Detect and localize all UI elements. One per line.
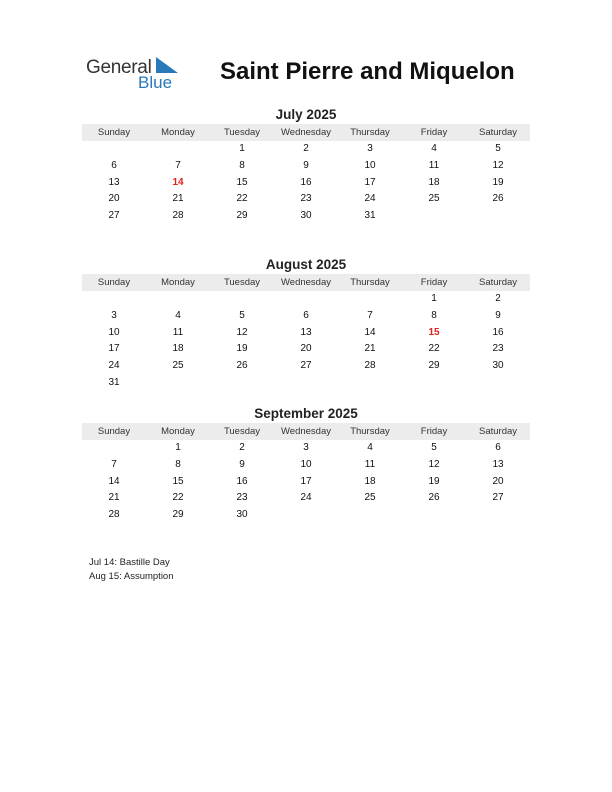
week-row bbox=[82, 358, 530, 375]
month-july bbox=[82, 106, 530, 225]
weekday-header bbox=[82, 274, 530, 291]
day-cell: 7 bbox=[175, 159, 181, 171]
month-title: August 2025 bbox=[265, 257, 347, 272]
day-cell: 23 bbox=[236, 492, 248, 504]
day-cell: 7 bbox=[111, 458, 117, 470]
day-cell: 6 bbox=[495, 442, 501, 453]
day-cell: 9 bbox=[303, 159, 309, 171]
day-cell: 12 bbox=[428, 458, 440, 470]
day-cell: 3 bbox=[303, 442, 309, 453]
empty-day-cell bbox=[82, 291, 146, 308]
day-cell: 25 bbox=[172, 360, 184, 372]
empty-day-cell bbox=[82, 141, 146, 158]
day-cell: 2 bbox=[239, 442, 245, 453]
empty-day-cell bbox=[338, 507, 402, 524]
day-cell: 6 bbox=[303, 309, 309, 321]
empty-day-cell bbox=[82, 440, 146, 457]
day-cell: 31 bbox=[108, 376, 120, 388]
empty-day-cell bbox=[402, 208, 466, 225]
day-cell: 14 bbox=[108, 475, 120, 487]
weekday-label: Sunday bbox=[97, 426, 131, 437]
empty-day-cell bbox=[274, 375, 338, 392]
day-cell: 29 bbox=[236, 210, 248, 222]
day-cell: 16 bbox=[492, 326, 504, 338]
day-cell: 16 bbox=[236, 475, 248, 487]
weekday-label: Tuesday bbox=[223, 426, 261, 437]
page-title: Saint Pierre and Miquelon bbox=[220, 58, 515, 85]
day-cell: 24 bbox=[300, 492, 312, 504]
empty-day-cell bbox=[274, 507, 338, 524]
empty-day-cell bbox=[146, 291, 210, 308]
day-cell: 28 bbox=[108, 509, 120, 521]
day-cell: 14 bbox=[364, 326, 376, 338]
weekday-label: Saturday bbox=[478, 127, 518, 138]
month-september bbox=[82, 405, 530, 524]
day-cell: 26 bbox=[492, 193, 504, 205]
weekday-label: Thursday bbox=[350, 277, 390, 288]
weekday-label: Wednesday bbox=[281, 127, 331, 138]
month-grid bbox=[82, 141, 530, 225]
day-cell: 29 bbox=[428, 360, 440, 372]
day-cell: 30 bbox=[300, 210, 312, 222]
week-row bbox=[82, 325, 530, 342]
month-grid bbox=[82, 291, 530, 392]
day-cell: 25 bbox=[428, 193, 440, 205]
day-cell: 19 bbox=[236, 343, 248, 355]
week-row bbox=[82, 208, 530, 225]
day-cell: 29 bbox=[172, 509, 184, 521]
logo-text-general: General bbox=[86, 57, 152, 78]
weekday-label: Thursday bbox=[350, 127, 390, 138]
day-cell: 30 bbox=[236, 509, 248, 521]
day-cell: 21 bbox=[364, 343, 376, 355]
day-cell: 3 bbox=[367, 143, 373, 154]
day-cell: 13 bbox=[108, 176, 120, 188]
holiday-day-cell: 15 bbox=[428, 326, 440, 338]
empty-day-cell bbox=[466, 375, 530, 392]
weekday-label: Friday bbox=[420, 426, 448, 437]
day-cell: 26 bbox=[236, 360, 248, 372]
day-cell: 20 bbox=[108, 193, 120, 205]
week-row bbox=[82, 375, 530, 392]
day-cell: 4 bbox=[367, 442, 373, 453]
day-cell: 19 bbox=[428, 475, 440, 487]
day-cell: 17 bbox=[364, 176, 376, 188]
day-cell: 9 bbox=[239, 458, 245, 470]
weekday-label: Tuesday bbox=[223, 277, 261, 288]
day-cell: 12 bbox=[492, 159, 504, 171]
week-row bbox=[82, 474, 530, 491]
day-cell: 2 bbox=[495, 293, 501, 304]
day-cell: 26 bbox=[428, 492, 440, 504]
day-cell: 15 bbox=[236, 176, 248, 188]
week-row bbox=[82, 341, 530, 358]
day-cell: 1 bbox=[431, 293, 437, 304]
day-cell: 13 bbox=[300, 326, 312, 338]
day-cell: 22 bbox=[428, 343, 440, 355]
day-cell: 23 bbox=[492, 343, 504, 355]
day-cell: 22 bbox=[236, 193, 248, 205]
empty-day-cell bbox=[466, 208, 530, 225]
day-cell: 6 bbox=[111, 159, 117, 171]
weekday-label: Tuesday bbox=[223, 127, 261, 138]
day-cell: 21 bbox=[108, 492, 120, 504]
day-cell: 27 bbox=[108, 210, 120, 222]
week-row bbox=[82, 490, 530, 507]
weekday-label: Wednesday bbox=[281, 277, 331, 288]
day-cell: 11 bbox=[364, 458, 376, 470]
day-cell: 1 bbox=[175, 442, 181, 453]
logo-text-blue: Blue bbox=[138, 73, 173, 92]
day-cell: 5 bbox=[239, 309, 245, 321]
weekday-label: Sunday bbox=[97, 127, 131, 138]
empty-day-cell bbox=[338, 291, 402, 308]
empty-day-cell bbox=[210, 291, 274, 308]
empty-day-cell bbox=[466, 507, 530, 524]
general-blue-logo bbox=[86, 55, 196, 95]
month-title: July 2025 bbox=[275, 107, 337, 122]
empty-day-cell bbox=[146, 375, 210, 392]
day-cell: 11 bbox=[428, 159, 440, 171]
weekday-label: Thursday bbox=[350, 426, 390, 437]
day-cell: 24 bbox=[364, 193, 376, 205]
day-cell: 18 bbox=[364, 475, 376, 487]
week-row bbox=[82, 175, 530, 192]
weekday-label: Saturday bbox=[478, 277, 518, 288]
day-cell: 8 bbox=[239, 159, 245, 171]
holiday-note: Aug 15: Assumption bbox=[89, 571, 174, 582]
week-row bbox=[82, 457, 530, 474]
week-row bbox=[82, 158, 530, 175]
day-cell: 10 bbox=[108, 326, 120, 338]
day-cell: 17 bbox=[300, 475, 312, 487]
day-cell: 17 bbox=[108, 343, 120, 355]
day-cell: 31 bbox=[364, 210, 376, 222]
weekday-label: Friday bbox=[420, 127, 448, 138]
day-cell: 15 bbox=[172, 475, 184, 487]
weekday-label: Saturday bbox=[478, 426, 518, 437]
day-cell: 22 bbox=[172, 492, 184, 504]
day-cell: 1 bbox=[239, 143, 245, 154]
day-cell: 19 bbox=[492, 176, 504, 188]
day-cell: 4 bbox=[175, 309, 181, 321]
empty-day-cell bbox=[210, 375, 274, 392]
day-cell: 27 bbox=[300, 360, 312, 372]
day-cell: 18 bbox=[428, 176, 440, 188]
day-cell: 27 bbox=[492, 492, 504, 504]
empty-day-cell bbox=[274, 291, 338, 308]
day-cell: 12 bbox=[236, 326, 248, 338]
week-row bbox=[82, 440, 530, 457]
month-august bbox=[82, 256, 530, 392]
week-row bbox=[82, 308, 530, 325]
day-cell: 21 bbox=[172, 193, 184, 205]
day-cell: 10 bbox=[364, 159, 376, 171]
holiday-note: Jul 14: Bastille Day bbox=[89, 557, 170, 568]
day-cell: 7 bbox=[367, 309, 373, 321]
day-cell: 24 bbox=[108, 360, 120, 372]
weekday-label: Wednesday bbox=[281, 426, 331, 437]
day-cell: 11 bbox=[172, 326, 184, 338]
month-grid bbox=[82, 440, 530, 524]
day-cell: 5 bbox=[431, 442, 437, 453]
weekday-label: Monday bbox=[161, 426, 195, 437]
day-cell: 8 bbox=[431, 309, 437, 321]
empty-day-cell bbox=[146, 141, 210, 158]
day-cell: 18 bbox=[172, 343, 184, 355]
logo-triangle-icon bbox=[156, 57, 178, 73]
holiday-notes bbox=[89, 556, 174, 584]
weekday-header bbox=[82, 124, 530, 141]
day-cell: 23 bbox=[300, 193, 312, 205]
day-cell: 8 bbox=[175, 458, 181, 470]
weekday-label: Sunday bbox=[97, 277, 131, 288]
day-cell: 10 bbox=[300, 458, 312, 470]
day-cell: 3 bbox=[111, 309, 117, 321]
weekday-label: Monday bbox=[161, 127, 195, 138]
day-cell: 16 bbox=[300, 176, 312, 188]
day-cell: 28 bbox=[364, 360, 376, 372]
week-row bbox=[82, 191, 530, 208]
day-cell: 30 bbox=[492, 360, 504, 372]
day-cell: 4 bbox=[431, 143, 437, 154]
weekday-header bbox=[82, 423, 530, 440]
week-row bbox=[82, 291, 530, 308]
day-cell: 2 bbox=[303, 143, 309, 154]
day-cell: 25 bbox=[364, 492, 376, 504]
holiday-day-cell: 14 bbox=[172, 176, 184, 188]
week-row bbox=[82, 507, 530, 524]
weekday-label: Friday bbox=[420, 277, 448, 288]
empty-day-cell bbox=[402, 507, 466, 524]
empty-day-cell bbox=[338, 375, 402, 392]
day-cell: 13 bbox=[492, 458, 504, 470]
month-title: September 2025 bbox=[254, 406, 358, 421]
day-cell: 20 bbox=[300, 343, 312, 355]
day-cell: 20 bbox=[492, 475, 504, 487]
week-row bbox=[82, 141, 530, 158]
day-cell: 28 bbox=[172, 210, 184, 222]
empty-day-cell bbox=[402, 375, 466, 392]
day-cell: 5 bbox=[495, 143, 501, 154]
weekday-label: Monday bbox=[161, 277, 195, 288]
day-cell: 9 bbox=[495, 309, 501, 321]
